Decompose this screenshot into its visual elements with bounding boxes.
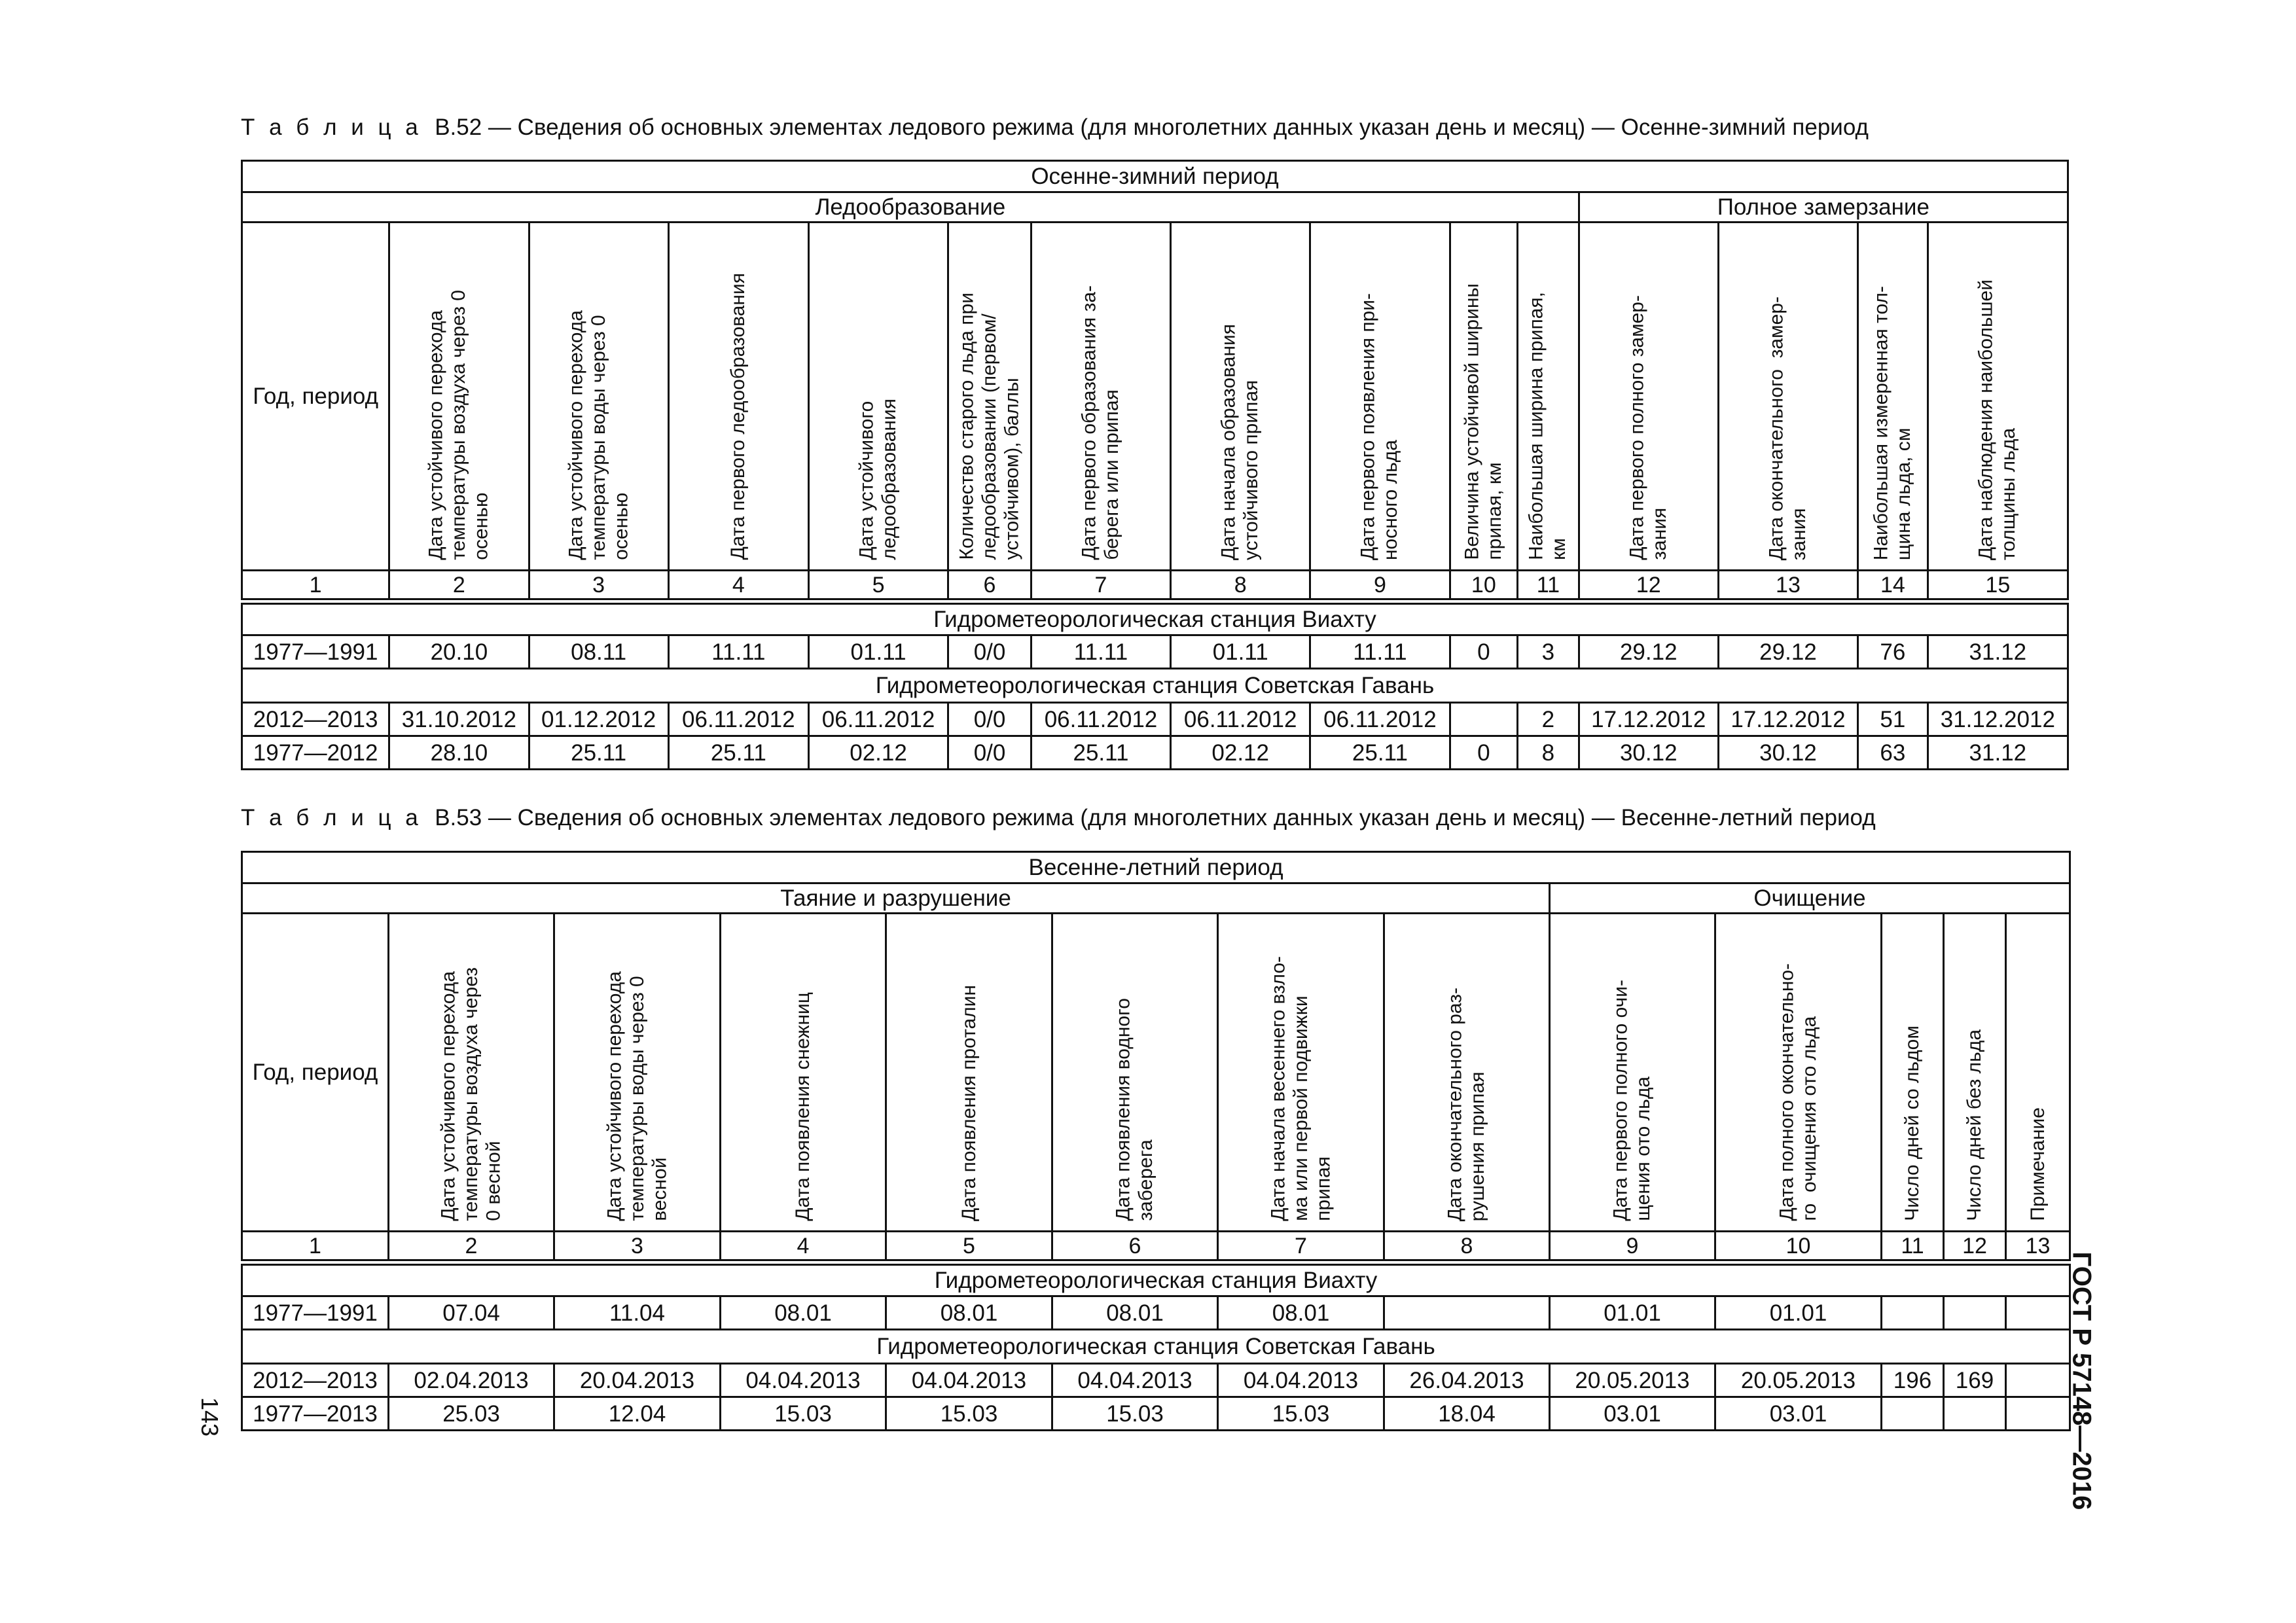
table1-col-header: Дата устойчивого перехода температуры воздуха через 0 осенью (389, 223, 529, 571)
table2-col-number: 7 (1218, 1232, 1384, 1260)
table1-col-header: Дата первого ледообразования (668, 223, 808, 571)
table-cell: 03.01 (1550, 1397, 1715, 1431)
table1-caption-prefix: Т а б л и ц а (241, 115, 422, 140)
table-cell: 25.11 (668, 736, 808, 770)
table-cell: 26.04.2013 (1384, 1364, 1550, 1397)
table-cell: 15.03 (721, 1397, 886, 1431)
table-row (242, 1364, 2070, 1397)
table-cell: 06.11.2012 (808, 703, 948, 736)
table1-separator (242, 599, 2068, 604)
table2-group-melting: Таяние и разрушение (242, 883, 1550, 914)
table-cell: 25.11 (1310, 736, 1450, 770)
table-cell: 02.12 (808, 736, 948, 770)
table-cell: 06.11.2012 (1310, 703, 1450, 736)
table-cell (1882, 1296, 1944, 1330)
table-cell (1944, 1397, 2006, 1431)
table-cell: 196 (1882, 1364, 1944, 1397)
table1-caption (241, 116, 1869, 139)
table-cell: 1977—1991 (242, 1296, 389, 1330)
table-cell: 11.11 (1031, 635, 1170, 669)
table-cell: 51 (1858, 703, 1928, 736)
table-b52 (241, 160, 2069, 770)
table1-group-ice-formation: Ледообразование (242, 192, 1579, 223)
table1-col-number: 2 (389, 571, 529, 599)
table1-col-header: Количество старого льда при ледообразовании (первом/ устойчивом), баллы (948, 223, 1031, 571)
table-cell: 01.01 (1715, 1296, 1882, 1330)
table-cell: 8 (1518, 736, 1579, 770)
table1-col-number: 8 (1171, 571, 1310, 599)
table-cell: 01.01 (1550, 1296, 1715, 1330)
table2-col-header: Дата первого полного очи- щения ото льда (1550, 914, 1715, 1232)
table1-col-number: 7 (1031, 571, 1170, 599)
table-row (242, 1397, 2070, 1431)
table-cell: 31.10.2012 (389, 703, 529, 736)
table2-col-header: Дата начала весеннего взло- ма или первой подвижки припая (1218, 914, 1384, 1232)
table2-col-header: Дата появления водного заберега (1052, 914, 1218, 1232)
table-cell: 0/0 (948, 703, 1031, 736)
table2-caption (241, 806, 1876, 829)
table-cell: 25.11 (529, 736, 668, 770)
table-cell: 06.11.2012 (1031, 703, 1170, 736)
table1-col-header: Дата первого полного замер- зания (1579, 223, 1718, 571)
table-cell: 30.12 (1579, 736, 1718, 770)
table-row (242, 736, 2068, 770)
table2-col-number: 11 (1882, 1232, 1944, 1260)
table1-group-freeze-up: Полное замерзание (1579, 192, 2068, 223)
table-cell: 17.12.2012 (1718, 703, 1857, 736)
table1-col-number: 14 (1858, 571, 1928, 599)
table1-col-header: Дата первого появления при- носного льда (1310, 223, 1450, 571)
table1-col-number: 13 (1718, 571, 1857, 599)
table2-separator (242, 1260, 2070, 1265)
table-cell: 25.11 (1031, 736, 1170, 770)
table-cell: 06.11.2012 (668, 703, 808, 736)
table-cell: 03.01 (1715, 1397, 1882, 1431)
table-cell (2006, 1364, 2070, 1397)
table2-col-header: Дата полного окончательно- го очищения ото льда (1715, 914, 1882, 1232)
table2-caption-text: В.53 — Сведения об основных элементах ледового режима (для многолетних данных указан день и месяц) — Весенне-летний период (435, 805, 1876, 830)
table1-col-header: Дата первого образования за- берега или припая (1031, 223, 1170, 571)
table-cell: 20.05.2013 (1550, 1364, 1715, 1397)
table-cell: 29.12 (1579, 635, 1718, 669)
table2-period-header: Весенне-летний период (242, 852, 2070, 883)
table-cell: 01.12.2012 (529, 703, 668, 736)
table2-col-header: Число дней со льдом (1882, 914, 1944, 1232)
table1-station-sovetskaya-gavan: Гидрометеорологическая станция Советская Гавань (242, 669, 2068, 703)
table2-col-number: 4 (721, 1232, 886, 1260)
table1-col-number: 1 (242, 571, 389, 599)
table-cell: 0 (1450, 635, 1518, 669)
table-cell (1450, 703, 1518, 736)
table-cell: 29.12 (1718, 635, 1857, 669)
table-cell: 15.03 (1218, 1397, 1384, 1431)
table2-col-number: 2 (389, 1232, 554, 1260)
table2-number-row (242, 1232, 2070, 1260)
table1-col-year: Год, период (242, 223, 389, 571)
table1-period-header: Осенне-зимний период (242, 161, 2068, 192)
table-cell: 15.03 (1052, 1397, 1218, 1431)
table2-col-number: 8 (1384, 1232, 1550, 1260)
table2-header-row (242, 914, 2070, 1232)
table2-caption-prefix: Т а б л и ц а (241, 805, 422, 830)
table2-group-clearing: Очищение (1550, 883, 2070, 914)
table1-col-number: 9 (1310, 571, 1450, 599)
table2-col-number: 1 (242, 1232, 389, 1260)
table1-col-header: Дата устойчивого перехода температуры воды через 0 осенью (529, 223, 668, 571)
table-cell: 3 (1518, 635, 1579, 669)
table-cell: 08.01 (1218, 1296, 1384, 1330)
table-cell: 08.11 (529, 635, 668, 669)
table-cell: 11.11 (1310, 635, 1450, 669)
table-row (242, 703, 2068, 736)
table-cell: 07.04 (389, 1296, 554, 1330)
table-cell: 18.04 (1384, 1397, 1550, 1431)
table2-col-header: Дата устойчивого перехода температуры воздуха через 0 весной (389, 914, 554, 1232)
table1-header-row (242, 223, 2068, 571)
table-cell: 04.04.2013 (1052, 1364, 1218, 1397)
table-cell: 2012—2013 (242, 1364, 389, 1397)
table-cell: 1977—2012 (242, 736, 389, 770)
table-cell: 28.10 (389, 736, 529, 770)
table2-col-number: 12 (1944, 1232, 2006, 1260)
table-b53 (241, 851, 2071, 1431)
table2-col-header: Дата появления проталин (886, 914, 1052, 1232)
table1-col-number: 12 (1579, 571, 1718, 599)
table-cell: 0/0 (948, 736, 1031, 770)
table-cell: 04.04.2013 (721, 1364, 886, 1397)
table-cell: 169 (1944, 1364, 2006, 1397)
table2-col-header: Примечание (2006, 914, 2070, 1232)
table2-col-header: Дата окончательного раз- рушения припая (1384, 914, 1550, 1232)
table-cell: 08.01 (1052, 1296, 1218, 1330)
table1-col-number: 4 (668, 571, 808, 599)
page-number: 143 (196, 1397, 223, 1437)
table-row (242, 1296, 2070, 1330)
table1-col-header: Дата окончательного замер- зания (1718, 223, 1857, 571)
table1-col-header: Наибольшая измеренная тол- щина льда, см (1858, 223, 1928, 571)
table-cell: 30.12 (1718, 736, 1857, 770)
table2-col-header: Дата появления снежниц (721, 914, 886, 1232)
table-cell: 1977—2013 (242, 1397, 389, 1431)
table-cell: 11.04 (554, 1296, 721, 1330)
table-cell: 1977—1991 (242, 635, 389, 669)
table-cell: 01.11 (1171, 635, 1310, 669)
table-cell: 02.12 (1171, 736, 1310, 770)
table2-col-number: 10 (1715, 1232, 1882, 1260)
table-cell: 2 (1518, 703, 1579, 736)
table2-col-number: 5 (886, 1232, 1052, 1260)
table-cell: 20.05.2013 (1715, 1364, 1882, 1397)
table1-col-number: 5 (808, 571, 948, 599)
table-cell: 2012—2013 (242, 703, 389, 736)
table-cell: 20.04.2013 (554, 1364, 721, 1397)
table2-col-header: Дата устойчивого перехода температуры воды через 0 весной (554, 914, 721, 1232)
table1-col-header: Дата наблюдения наибольшей толщины льда (1928, 223, 2068, 571)
table-cell: 06.11.2012 (1171, 703, 1310, 736)
table-cell: 25.03 (389, 1397, 554, 1431)
table1-station-viakhtu: Гидрометеорологическая станция Виахту (242, 604, 2068, 635)
table-cell: 11.11 (668, 635, 808, 669)
table-cell (1384, 1296, 1550, 1330)
table-cell: 76 (1858, 635, 1928, 669)
table2-col-number: 3 (554, 1232, 721, 1260)
table-cell: 31.12 (1928, 635, 2068, 669)
table-row (242, 635, 2068, 669)
table-cell: 0 (1450, 736, 1518, 770)
table1-col-header: Наибольшая ширина припая, км (1518, 223, 1579, 571)
table1-col-header: Величина устойчивой ширины припая, км (1450, 223, 1518, 571)
table2-col-number: 13 (2006, 1232, 2070, 1260)
table1-col-number: 11 (1518, 571, 1579, 599)
table-cell (2006, 1397, 2070, 1431)
table-cell: 31.12 (1928, 736, 2068, 770)
table-cell: 17.12.2012 (1579, 703, 1718, 736)
table-cell: 08.01 (721, 1296, 886, 1330)
table1-col-number: 10 (1450, 571, 1518, 599)
table-cell: 31.12.2012 (1928, 703, 2068, 736)
table-cell: 15.03 (886, 1397, 1052, 1431)
table1-col-header: Дата устойчивого ледообразования (808, 223, 948, 571)
table1-number-row (242, 571, 2068, 599)
table-cell: 01.11 (808, 635, 948, 669)
table2-col-number: 6 (1052, 1232, 1218, 1260)
table2-col-header: Число дней без льда (1944, 914, 2006, 1232)
table-cell (1944, 1296, 2006, 1330)
table-cell: 02.04.2013 (389, 1364, 554, 1397)
table2-col-number: 9 (1550, 1232, 1715, 1260)
table1-col-number: 3 (529, 571, 668, 599)
table-cell: 08.01 (886, 1296, 1052, 1330)
table1-col-header: Дата начала образования устойчивого припая (1171, 223, 1310, 571)
table-cell: 12.04 (554, 1397, 721, 1431)
table-cell: 63 (1858, 736, 1928, 770)
table-cell: 04.04.2013 (1218, 1364, 1384, 1397)
table-cell: 20.10 (389, 635, 529, 669)
table2-col-year: Год, период (242, 914, 389, 1232)
table1-col-number: 15 (1928, 571, 2068, 599)
table-cell (2006, 1296, 2070, 1330)
table-cell: 04.04.2013 (886, 1364, 1052, 1397)
table1-caption-text: В.52 — Сведения об основных элементах ледового режима (для многолетних данных указан день и месяц) — Осенне-зимний период (435, 115, 1869, 140)
document-standard-id: ГОСТ Р 57148—2016 (2067, 1251, 2096, 1510)
table2-station-sovetskaya-gavan: Гидрометеорологическая станция Советская Гавань (242, 1330, 2070, 1364)
table1-col-number: 6 (948, 571, 1031, 599)
table-cell (1882, 1397, 1944, 1431)
table-cell: 0/0 (948, 635, 1031, 669)
table2-station-viakhtu: Гидрометеорологическая станция Виахту (242, 1265, 2070, 1296)
